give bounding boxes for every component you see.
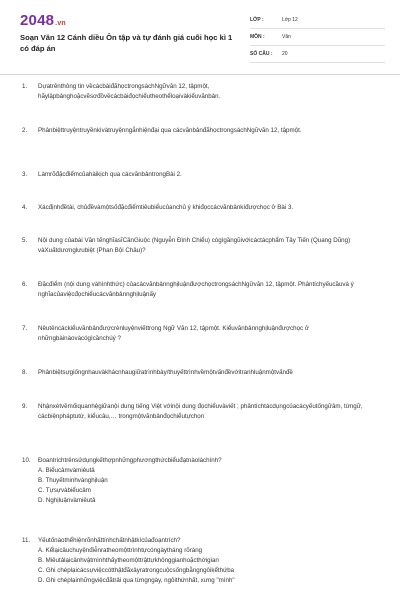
question-stem: Đoantrichtrênsửdụngkếthợpnhữngphươngthứcbiểuđạtnàolàchính? (38, 457, 222, 464)
info-row-count (250, 46, 385, 63)
question-number: 10. (22, 457, 31, 464)
question-number: 1. (22, 83, 28, 90)
question-number: 2. (22, 127, 28, 134)
question-number: 9. (22, 403, 28, 410)
question-text (38, 536, 378, 586)
answer-option-b[interactable]: B. Miêutảlạicảnhvậtmìnhthấytheomộttrậttựkhônggianhoặcthờigian (38, 557, 219, 564)
question-text: Đặcđiểm (nội dung vàhìnhthức) củacácvănbảnnghịluậnđượchọctrongsáchNgữvăn 12, tậpmột. Phântíchyếucầuvà ý nghĩacủaviệcđọchiểucácvănbảnnghịluậnấy (38, 281, 354, 298)
info-row-subject (250, 29, 385, 46)
answer-option-c[interactable]: C. Ghi chéplạicácsựviệccótthậtđãxảyratrongcuộcsốngbằngngôikểthứba (38, 567, 235, 574)
question-number: 7. (22, 325, 28, 332)
info-row-class (250, 12, 385, 29)
question-number: 5. (22, 237, 28, 244)
info-label: LỚP : (250, 17, 264, 23)
info-value: Lớp 12 (282, 17, 298, 23)
answer-option-a[interactable]: A. Biểucảmvàmiêutả (38, 467, 95, 474)
answer-option-d[interactable]: D. Ghi chéplạinhữngviệcđãtrải qua từngngày, ngôithứnhất, xưng "mình" (38, 577, 235, 584)
question-text: Dựatrênthông tin vềcácbàiđãhọctrongsáchNgữvăn 12, tậpmột, hãylậpbảnghoặcvẽsơđồvềcácbàiđọchiểutheothểloạivàkiểuvănbản. (38, 83, 221, 100)
question-text: Nhậnxétvềmốiquanhệgiữanội dung tiếng Việt vớinội dung đọchiểuvàviết ; phântíchtácdụngcủacácyếutốngữâm, từngữ, cácbiệnpháptutừ, kiểucâu,… trongmộtvănbảnđọchiểutựchọn (38, 403, 363, 420)
question-number: 11. (22, 537, 31, 544)
logo-text: 2048 (20, 12, 55, 29)
info-label: MÔN : (250, 34, 265, 40)
question-text: Làmrõđặcđiểmcủahàikịch qua cácvănbảntrongBài 2. (38, 171, 182, 178)
info-value: 20 (282, 51, 288, 57)
question-text: Phânbiệtsựgiốngnhauvàkhácnhaugiữatrìnhbày/thuyếttrìnhvềmộtvấnđềvớitranhluậnmộtvấnđề (38, 369, 293, 376)
question-text: Nội dung củabài Văn tếnghĩasĩCầnGiuộc (Nguyễn Đình Chiểu) cógìgầngũivớicáctácphẩm Tây Tiến (Quang Dũng) vàXuấtdươnglưubiệt (Phan Bội Châu)? (38, 237, 351, 254)
document-title: Soạn Văn 12 Cánh diều Ôn tập và tự đánh giá cuối học kì 1 có đáp án (20, 33, 233, 53)
answer-option-d[interactable]: D. Nghịluậnvàmiêutả (38, 497, 96, 504)
question-stem: Yếutốnàothểhiệnrõnhấttínhchấtnhậtkícủađoạntrích? (38, 537, 181, 544)
question-text: Phânbiệttruyệntruyềnkìvàtruyệnngắnhiệnđại qua cácvănbảnđãhọctrongsáchNgữvăn 12, tậpmột. (38, 127, 302, 134)
info-panel (250, 12, 385, 63)
info-label: SỐ CÂU : (250, 51, 273, 57)
logo-suffix: .vn (55, 20, 66, 27)
question-number: 8. (22, 369, 28, 376)
question-text: Xácđịnhđềtài, chủđềvàmộtsốđặcđiểmtiêubiểucủanchủ ý khiđọccácvănbảnkíđượchọc ở Bài 3. (38, 204, 294, 211)
question-number: 6. (22, 281, 28, 288)
question-text: Nêutêncáckiểuvănbảnđượcrènluyệnviếttrong Ngữ Văn 12, tậpmột. Kiểuvănbảnnghịluậnđượchọc ở nhữngbàinàovàcógìcầnchúý ? (38, 325, 309, 342)
document-header (0, 0, 400, 75)
question-number: 3. (22, 171, 28, 178)
question-text (38, 456, 378, 506)
answer-option-a[interactable]: A. Kểlạicâuchuyệnđiễnratheomộttrìnhtựcóngàytháng rõràng (38, 547, 203, 554)
site-logo[interactable] (20, 12, 66, 29)
question-number: 4. (22, 204, 28, 211)
answer-option-c[interactable]: C. Tựsựvàbiểucảm (38, 487, 91, 494)
answer-option-b[interactable]: B. Thuyếtminhvànghịluận (38, 477, 108, 484)
info-value: Văn (282, 34, 291, 40)
